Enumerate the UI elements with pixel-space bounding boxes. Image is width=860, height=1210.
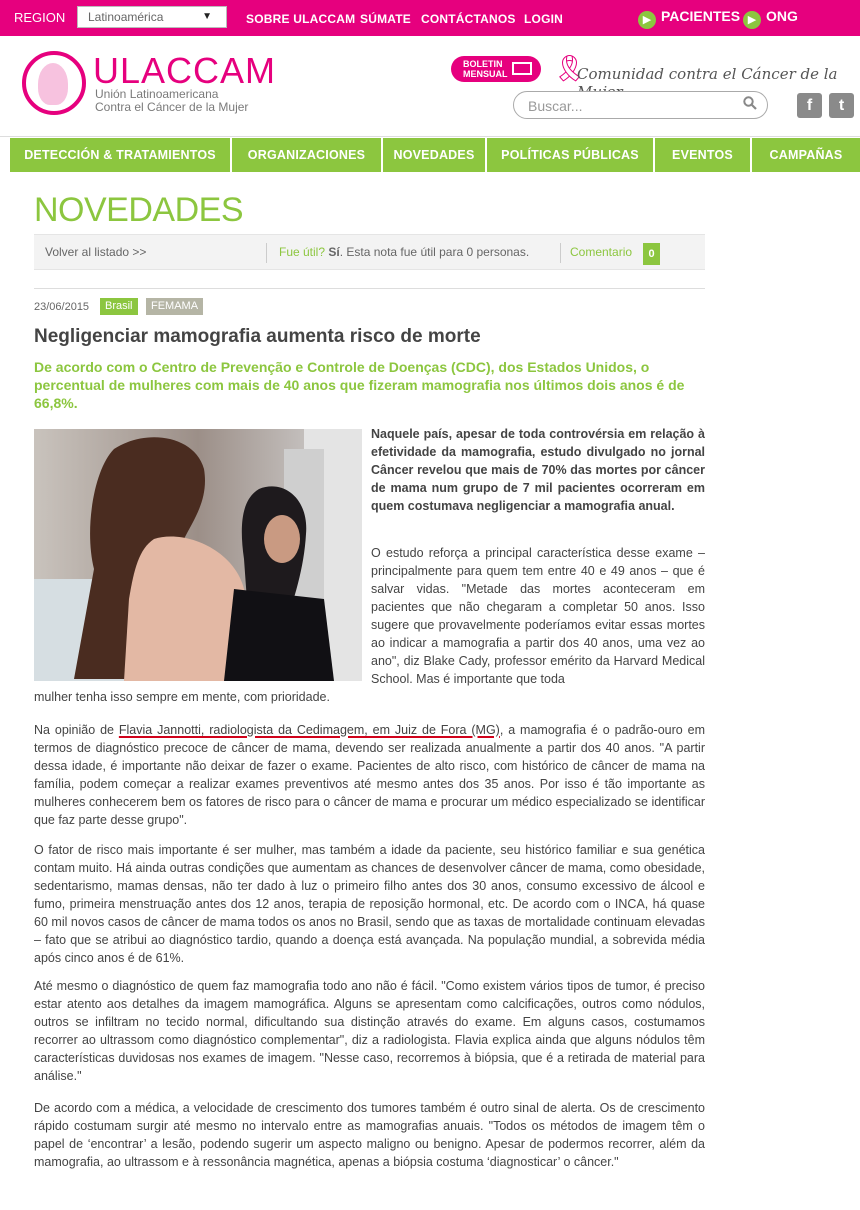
paragraph-2: O estudo reforça a principal característica desse exame – principalmente para quem tem entre 40 e 49 anos – que é salvar vidas. "Metade das mortes aconteceram em pacientes que não chegaram a completar 50 anos. Isso sugere que provavelmente poderíamos evitar essas mortes ao indicar a mamografia a partir dos 40 anos, uma vez ao ano", diz Blake Cady, professor emérito da Harvard Medical School. Mas é importante que toda [371, 546, 705, 686]
header-divider [0, 136, 860, 137]
useful-count-text: . Esta nota fue útil para 0 personas. [339, 245, 530, 259]
boletin-mensual-button[interactable] [451, 56, 541, 82]
toolbar-separator [560, 243, 561, 263]
logo-subtitle [95, 88, 248, 114]
tag-brasil[interactable]: Brasil [100, 298, 138, 315]
article-lead: De acordo com o Centro de Prevenção e Controle de Doenças (CDC), dos Estados Unidos, o percentual de mulheres com mais de 40 anos que fizeram mamografia nos últimos dois anos é de 66,8%. [34, 359, 685, 411]
main-nav [10, 138, 860, 172]
article-title: Negligenciar mamografia aumenta risco de morte [34, 326, 481, 347]
region-label: REGION [14, 10, 66, 25]
ong-label: ONG [766, 8, 798, 24]
facebook-icon[interactable]: f [797, 93, 822, 118]
toolbar-separator [266, 243, 267, 263]
boletin-label-1: BOLETIN [463, 59, 503, 69]
article-toolbar [34, 234, 705, 270]
search-input[interactable] [528, 96, 728, 115]
comment-link[interactable]: Comentario [570, 245, 633, 259]
paragraph-3-lead-in: Na opinião de [34, 723, 119, 737]
logo-subtitle-line2: Contra el Cáncer de la Mujer [95, 100, 249, 114]
search-icon[interactable] [743, 96, 757, 113]
ong-link[interactable] [743, 8, 798, 29]
logo-subtitle-line1: Unión Latinoamericana [95, 87, 219, 101]
paragraph-3 [34, 721, 705, 829]
twitter-icon[interactable]: t [829, 93, 854, 118]
nav-eventos[interactable]: EVENTOS [655, 138, 752, 172]
arrow-right-icon: ▶ [743, 11, 761, 29]
region-value: Latinoamérica [88, 10, 164, 24]
boletin-label-2: MENSUAL [463, 69, 508, 79]
article-photo [34, 429, 362, 681]
nav-deteccion[interactable]: DETECCIÓN & TRATAMIENTOS [10, 138, 232, 172]
useful-vote [279, 245, 529, 259]
chevron-down-icon: ▼ [202, 11, 212, 22]
divider [34, 288, 705, 289]
search-box [513, 91, 768, 119]
comment-count-badge: 0 [643, 243, 660, 265]
article-date: 23/06/2015 [34, 301, 90, 313]
logo-icon[interactable] [22, 51, 86, 115]
region-select[interactable] [77, 6, 227, 28]
logo-text[interactable]: ULACCAM [93, 50, 277, 91]
pacientes-label: PACIENTES [661, 8, 741, 24]
tag-femama[interactable]: FEMAMA [146, 298, 203, 315]
envelope-icon [512, 62, 532, 75]
nav-organizaciones[interactable]: ORGANIZACIONES [232, 138, 383, 172]
quoted-source: Flavia Jannotti, radiologista da Cedimagem, em Juiz de Fora (MG) [118, 723, 500, 737]
pacientes-link[interactable] [638, 8, 740, 29]
nav-sumate[interactable]: SÚMATE [360, 12, 411, 26]
page-title: NOVEDADES [34, 191, 243, 229]
paragraph-4: O fator de risco mais importante é ser mulher, mas também a idade da paciente, seu histórico familiar e sua genética contam muito. Há ainda outras condições que aumentam as chances de desenvolver câncer de mama, como obesidade, sedentarismo, mamas densas, não ter dado à luz o primeiro filho antes dos 30 anos, consumo excessivo de álcool e fumo, primeira menstruação antes dos 12 anos, terapia de reposição hormonal, etc. De acordo com o INCA, há quase 60 mil novos casos de câncer de mama todos os anos no Brasil, sendo que as taxas de mortalidade continuam elevadas – fato que se atribui ao diagnóstico tardio, quando a doença está avançada. Na população mundial, a sobrevida média após cinco anos é de 61%. [34, 843, 705, 965]
paragraph-1: Naquele país, apesar de toda controvérsia em relação à efetividade da mamografia, estudo divulgado no jornal Câncer revelou que mais de 70% das mortes por câncer de mama num grupo de 7 mil pacientes ocorreram em quem costumava negligenciar a mamografia anual. [371, 427, 705, 513]
useful-yes-button[interactable]: Sí [328, 245, 340, 259]
paragraph-3-rest: , a mamografia é o padrão-ouro em termos de diagnóstico precoce de câncer de mama, devendo ser realizada anualmente a partir dos 40 anos. "A partir dessa idade, é importante não deixar de fazer o exame. Pacientes de alto risco, com histórico de câncer de mama na família, podem começar a realizar exames preventivos até mesmo antes dos 35 anos. Por isso é tão importante as mulheres conhecerem bem os fatores de risco para o câncer de mama e procurar um médico especializado se identificar que faz parte desse grupo". [34, 723, 705, 827]
ribbon-icon: 🎗 [553, 53, 587, 83]
nav-campanas[interactable]: CAMPAÑAS [769, 148, 843, 162]
nav-novedades[interactable]: NOVEDADES [383, 138, 487, 172]
comunidad-link[interactable]: Comunidad contra el Cáncer de la [577, 65, 838, 83]
nav-contactanos[interactable]: CONTÁCTANOS [421, 12, 516, 26]
useful-question: Fue útil? [279, 245, 326, 259]
nav-politicas-publicas[interactable]: POLÍTICAS PÚBLICAS [487, 138, 655, 172]
nav-sobre-ulaccam[interactable]: SOBRE ULACCAM [246, 12, 356, 26]
paragraph-5: Até mesmo o diagnóstico de quem faz mamografia todo ano não é fácil. "Como existem vários tipos de tumor, é preciso estar atento aos detalhes da imagem mamográfica. Alguns se apresentam como calcificações, outros como nódulos, outros se infiltram no tecido normal, dificultando sua distinção através do exame. Em alguns casos, costumamos recorrer ao ultrassom como diagnóstico complementar", diz a radiologista. Flavia explica ainda que alguns nódulos têm características duvidosas nos exames de imagem. "Nesse caso, recorremos à biópsia, que é a retirada de material para análise." [34, 979, 705, 1083]
top-bar [0, 0, 860, 36]
paragraph-2-end: mulher tenha isso sempre em mente, com prioridade. [34, 690, 330, 704]
arrow-right-icon: ▶ [638, 11, 656, 29]
back-to-list-link[interactable]: Volver al listado >> [45, 245, 147, 259]
paragraph-6: De acordo com a médica, a velocidade de crescimento dos tumores também é outro sinal de alerta. Os de crescimento rápido costumam surgir até mesmo no intervalo entre as mamografias anuais. "Todos os métodos de imagem têm o papel de ‘encontrar’ a lesão, podendo sugerir um aspecto maligno ou benigno. Apesar de podermos recorrer, além da mamografia, ao ultrassom e à ressonância magnética, apenas a biópsia costuma ‘diagnosticar’ o câncer." [34, 1101, 705, 1169]
nav-login[interactable]: LOGIN [524, 12, 563, 26]
